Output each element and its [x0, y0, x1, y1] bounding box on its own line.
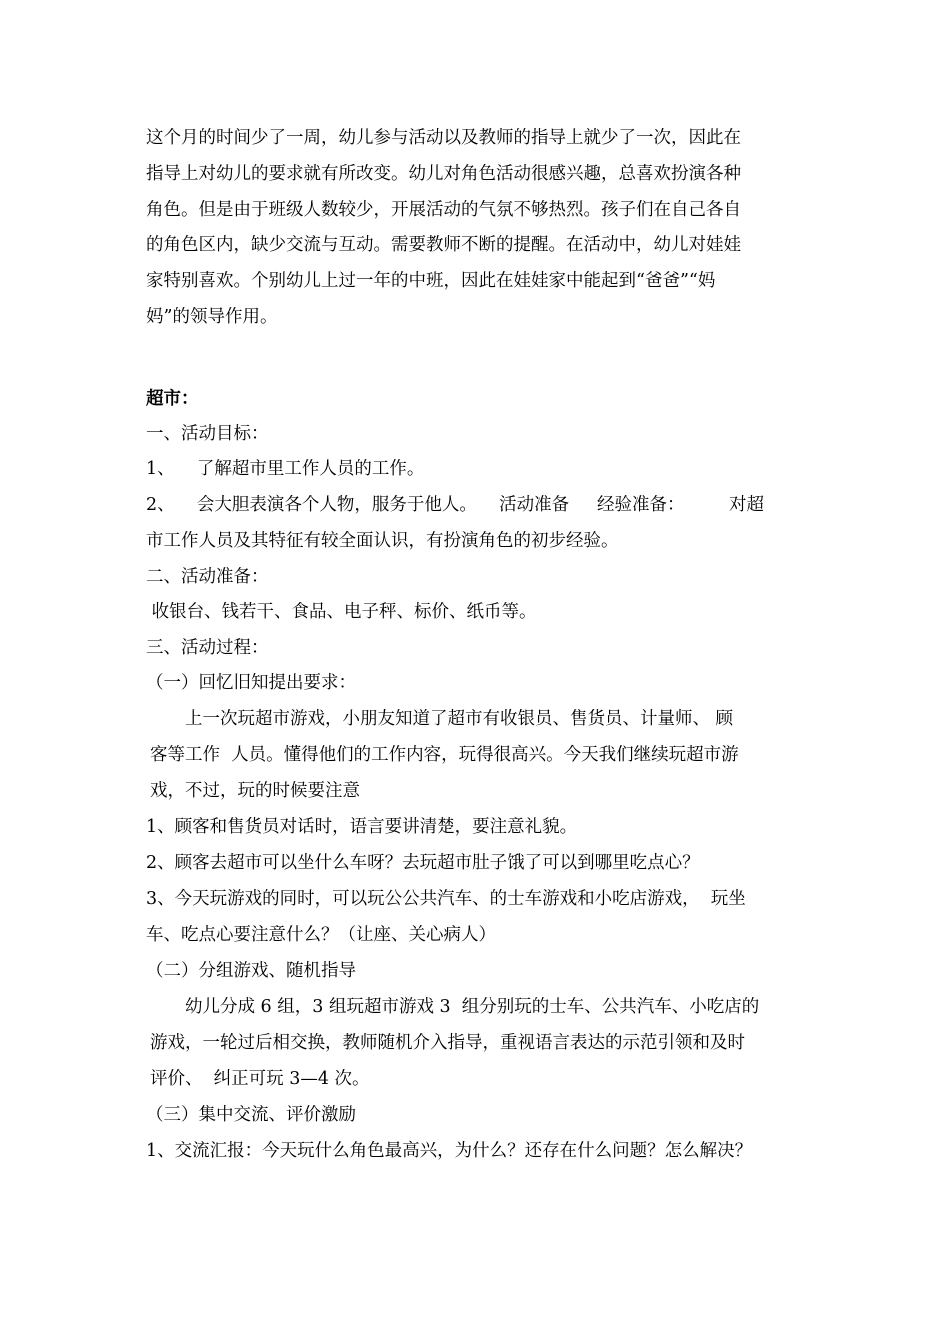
- step-text-line: 幼儿分成 6 组，3 组玩超市游戏 3 组分别玩的士车、公共汽车、小吃店的: [185, 997, 760, 1017]
- step-point: 1、顾客和售货员对话时，语言要讲清楚，要注意礼貌。: [146, 817, 578, 837]
- goal-item-continued: 市工作人员及其特征有较全面认识，有扮演角色的初步经验。: [146, 531, 619, 551]
- paragraph-line: 的角色区内，缺少交流与互动。需要教师不断的提醒。在活动中，幼儿对娃娃: [146, 235, 741, 255]
- step-heading: （三）集中交流、评价激励: [146, 1105, 356, 1125]
- paragraph-line: 指导上对幼儿的要求就有所改变。幼儿对角色活动很感兴趣，总喜欢扮演各种: [146, 164, 741, 184]
- prep-items: 收银台、钱若干、食品、电子秤、标价、纸币等。: [146, 602, 537, 622]
- paragraph-line: 家特别喜欢。个别幼儿上过一年的中班，因此在娃娃家中能起到“爸爸”“妈: [146, 271, 716, 291]
- step-heading: （二）分组游戏、随机指导: [146, 961, 356, 981]
- step-text-line: 评价、 纠正可玩 3—4 次。: [150, 1069, 370, 1089]
- step-text-line: 客等工作 人员。懂得他们的工作内容，玩得很高兴。今天我们继续玩超市游: [150, 745, 739, 765]
- section-title: 超市：: [146, 389, 199, 409]
- goal-item: 1、 了解超市里工作人员的工作。: [146, 459, 425, 479]
- step-text-line: 上一次玩超市游戏，小朋友知道了超市有收银员、售货员、计量师、 顾: [185, 709, 734, 729]
- paragraph-line: 角色。但是由于班级人数较少，开展活动的气氛不够热烈。孩子们在自己各自: [146, 200, 741, 220]
- step-heading: （一）回忆旧知提出要求：: [146, 673, 356, 693]
- paragraph-line: 妈”的领导作用。: [146, 307, 278, 327]
- paragraph-line: 这个月的时间少了一周，幼儿参与活动以及教师的指导上就少了一次，因此在: [146, 128, 741, 148]
- goal-item: 2、 会大胆表演各个人物，服务于他人。 活动准备 经验准备： 对超: [146, 495, 764, 515]
- step-point: 3、今天玩游戏的同时，可以玩公公共汽车、的士车游戏和小吃店游戏， 玩坐: [146, 889, 746, 909]
- step-point: 车、吃点心要注意什么？（让座、关心病人）: [146, 925, 496, 945]
- step-text-line: 游戏，一轮过后相交换，教师随机介入指导，重视语言表达的示范引领和及时: [150, 1033, 745, 1053]
- goals-heading: 一、活动目标：: [146, 424, 269, 444]
- step-point: 2、顾客去超市可以坐什么车呀？去玩超市肚子饿了可以到哪里吃点心？: [146, 853, 700, 873]
- prep-heading: 二、活动准备：: [146, 567, 269, 587]
- process-heading: 三、活动过程：: [146, 638, 269, 658]
- step-text-line: 戏，不过，玩的时候要注意: [150, 781, 360, 801]
- step-point: 1、交流汇报：今天玩什么角色最高兴，为什么？还存在什么问题？怎么解决？: [146, 1141, 753, 1161]
